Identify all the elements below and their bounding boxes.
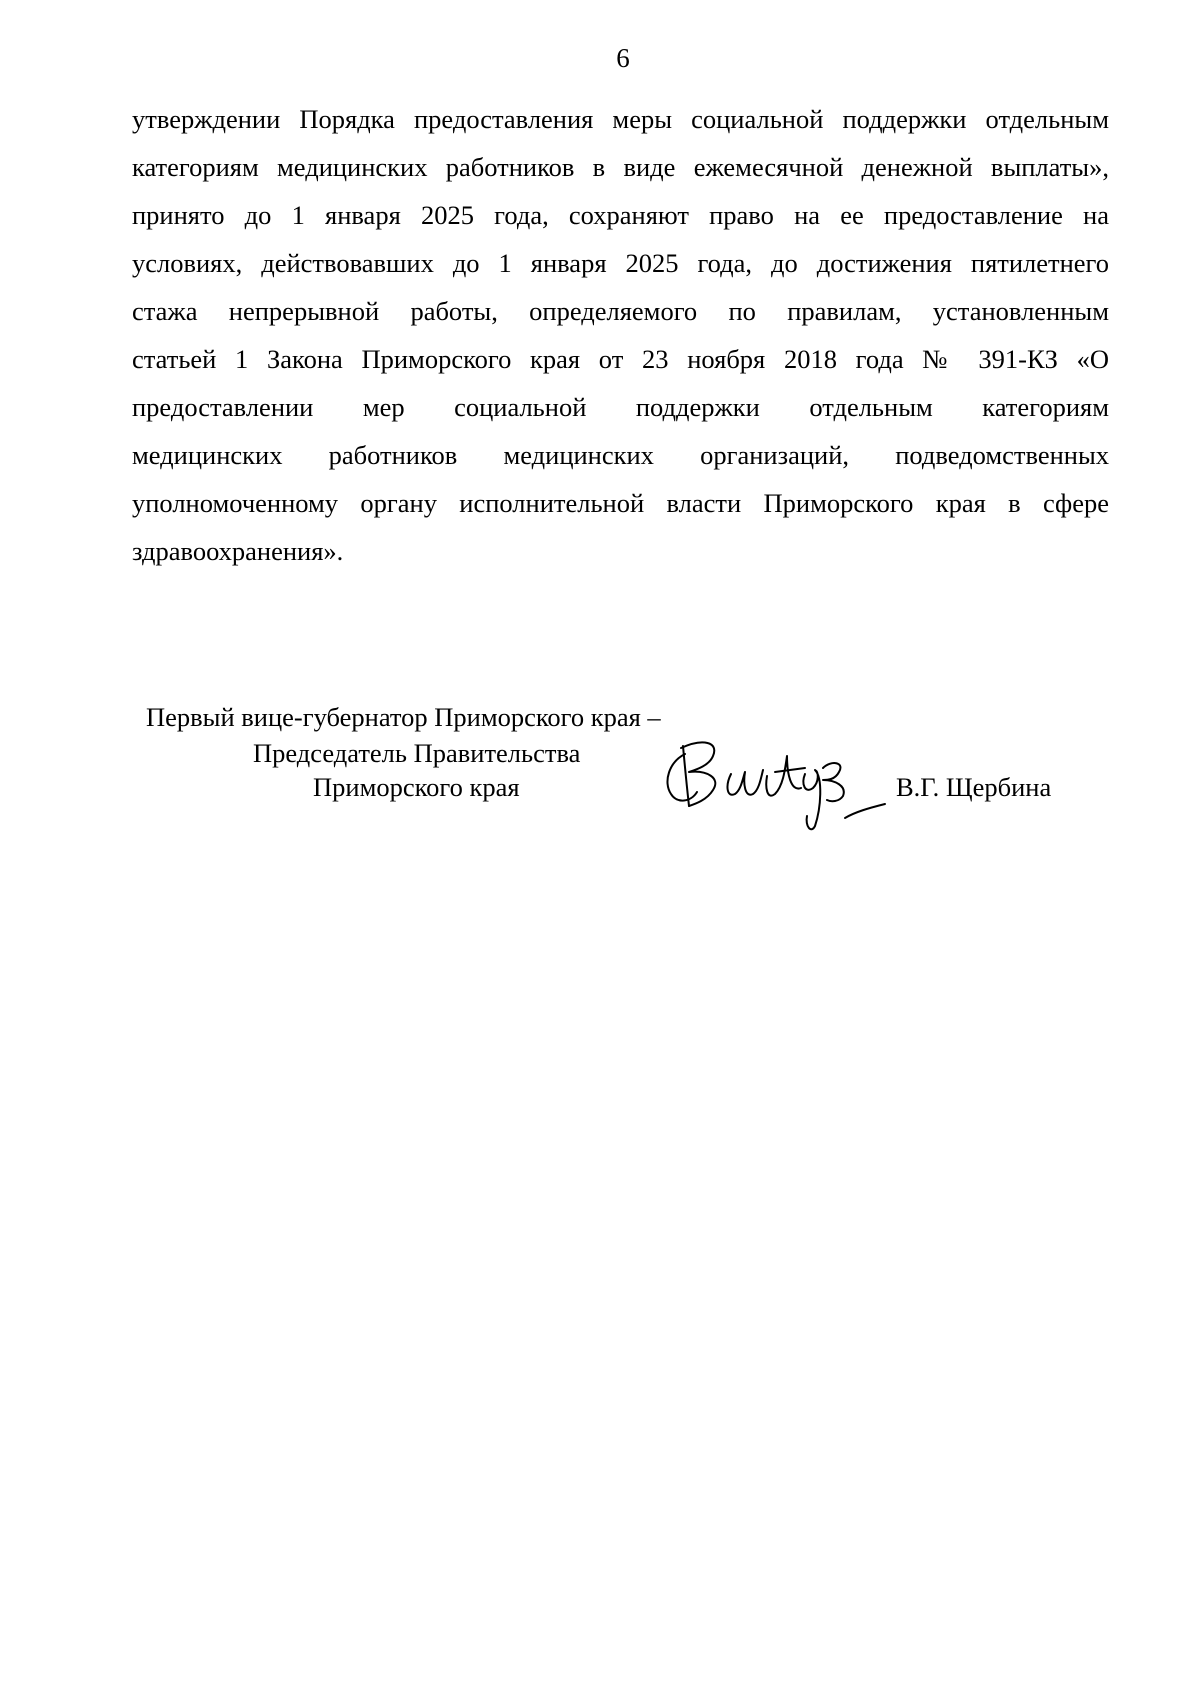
handwritten-signature [655,722,895,834]
body-line: здравоохранения». [132,536,344,566]
body-line: статьей 1 Закона Приморского края от 23 ноября 2018 года № 391-КЗ «О [132,344,1109,374]
body-line: условиях, действовавших до 1 января 2025 года, до достижения пятилетнего [132,248,1109,278]
signer-position-line-1: Первый вице-губернатор Приморского края – [146,702,661,732]
signer-position-line-2: Председатель Правительства [253,738,581,768]
body-line: медицинских работников медицинских организаций, подведомственных [132,440,1109,470]
body-line: стажа непрерывной работы, определяемого по правилам, установленным [132,296,1109,326]
signer-name: В.Г. Щербина [896,772,1052,802]
body-line: предоставлении мер социальной поддержки отдельным категориям [132,392,1109,422]
body-line: категориям медицинских работников в виде ежемесячной денежной выплаты», [132,152,1109,182]
page-number: 6 [616,43,630,73]
body-line: принято до 1 января 2025 года, сохраняют право на ее предоставление на [132,200,1109,230]
body-line: утверждении Порядка предоставления меры социальной поддержки отдельным [132,104,1109,134]
body-line: уполномоченному органу исполнительной власти Приморского края в сфере [132,488,1109,518]
signer-position-line-3: Приморского края [313,772,520,802]
